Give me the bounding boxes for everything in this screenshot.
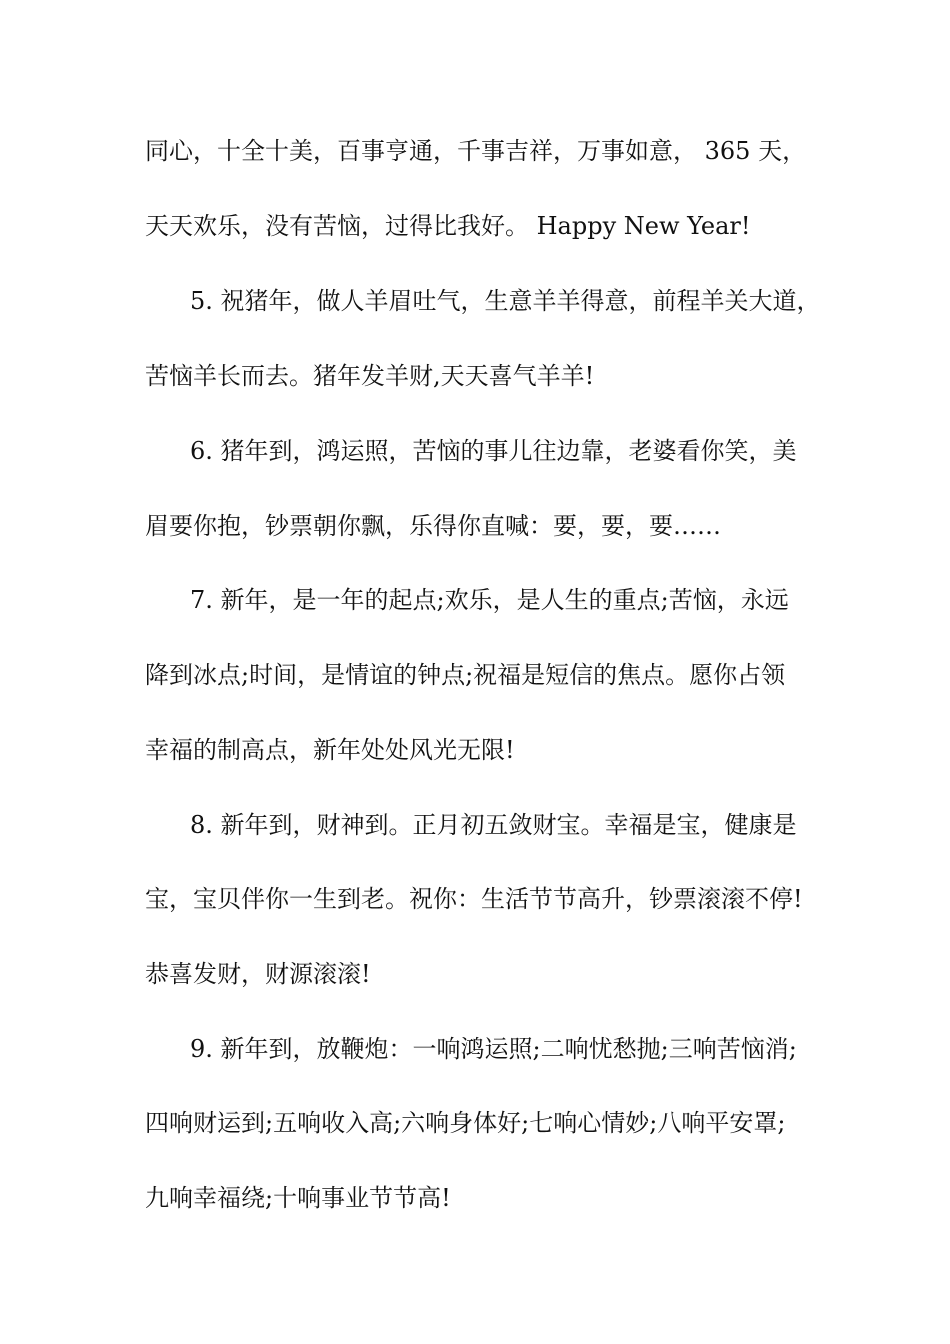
list-item-6-start: 6. 猪年到，鸿运照，苦恼的事儿往边靠，老婆看你笑，美 <box>190 437 797 465</box>
text-line: 苦恼羊长而去。猪年发羊财,天天喜气羊羊! <box>145 362 595 390</box>
text-line: 同心，十全十美，百事亨通，千事吉祥，万事如意， 365 天， <box>145 137 807 165</box>
list-item-7-start: 7. 新年，是一年的起点;欢乐，是人生的重点;苦恼，永远 <box>190 586 789 614</box>
text-line: 天天欢乐，没有苦恼，过得比我好。 Happy New Year! <box>145 212 751 240</box>
text-line: 四响财运到;五响收入高;六响身体好;七响心情妙;八响平安罩; <box>145 1109 786 1137</box>
list-item-5-start: 5. 祝猪年，做人羊眉吐气，生意羊羊得意，前程羊关大道， <box>190 287 821 315</box>
text-line: 眉要你抱，钞票朝你飘，乐得你直喊：要，要，要…… <box>145 512 721 540</box>
text-line: 恭喜发财，财源滚滚! <box>145 960 371 988</box>
text-line: 九响幸福绕;十响事业节节高! <box>145 1184 451 1212</box>
list-item-8-start: 8. 新年到，财神到。正月初五敛财宝。幸福是宝，健康是 <box>190 811 797 839</box>
text-line: 宝，宝贝伴你一生到老。祝你：生活节节高升，钞票滚滚不停! <box>145 885 803 913</box>
text-line: 降到冰点;时间，是情谊的钟点;祝福是短信的焦点。愿你占领 <box>145 661 786 689</box>
text-line: 幸福的制高点，新年处处风光无限! <box>145 736 515 764</box>
list-item-9-start: 9. 新年到，放鞭炮：一响鸿运照;二响忧愁抛;三响苦恼消; <box>190 1035 797 1063</box>
